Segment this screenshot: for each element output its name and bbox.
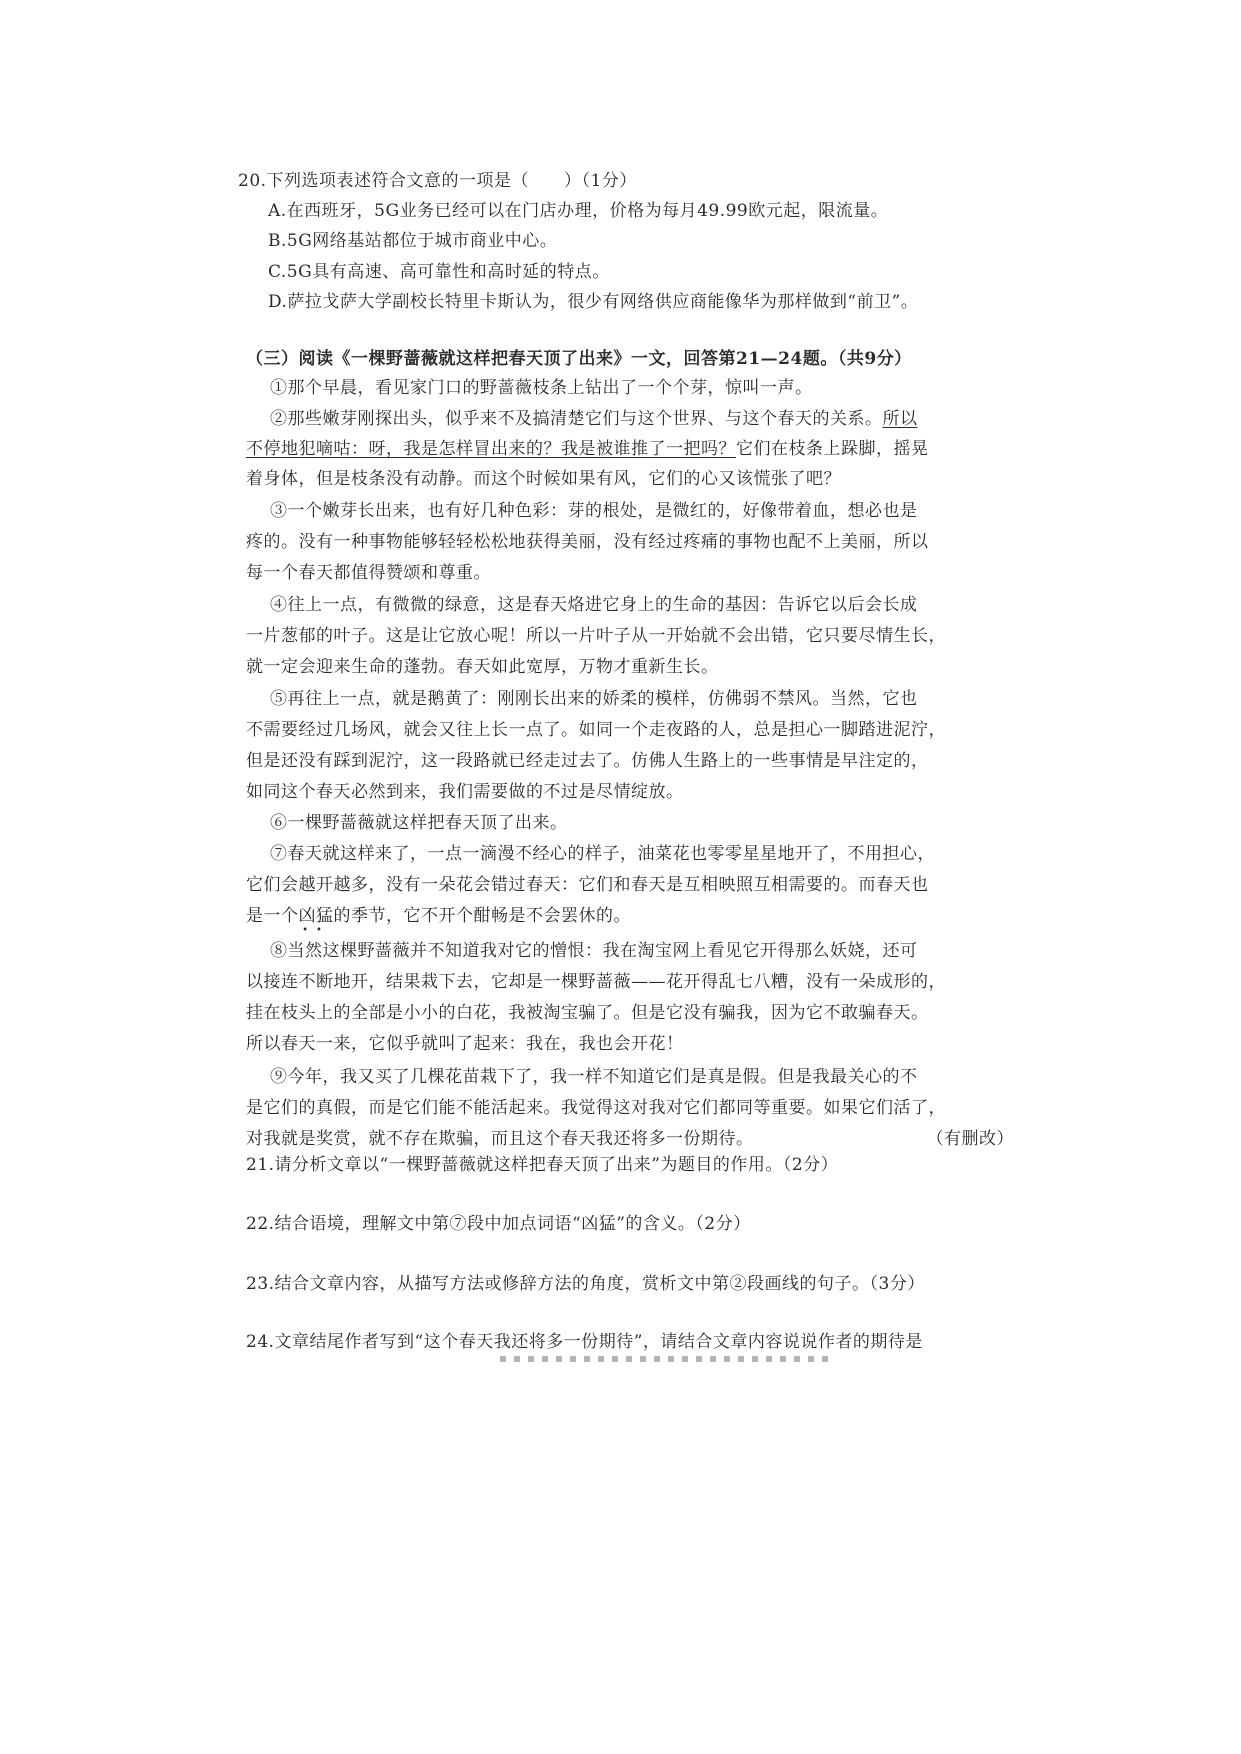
- edit-note: （有删改）: [926, 1129, 1014, 1149]
- cut-off-text-fragment: [500, 1356, 830, 1362]
- paragraph-9-text: 对我就是奖赏，就不存在欺骗，而且这个春天我还将多一份期待。: [246, 1129, 754, 1149]
- question-22: 22.结合语境，理解文中第⑦段中加点词语“凶猛”的含义。（2分）: [246, 1214, 751, 1234]
- passage-paragraph-3-line-3: 每一个春天都值得赞颂和尊重。: [246, 563, 491, 583]
- passage-paragraph-8-line-2: 以接连不断地开，结果栽下去，它却是一棵野蔷薇——花开得乱七八糟，没有一朵成形的，: [246, 972, 946, 992]
- question-20-option-b: B.5G网络基站都位于城市商业中心。: [268, 231, 558, 251]
- question-20-stem: 20.下列选项表述符合文意的一项是（ ）（1分）: [238, 171, 637, 191]
- passage-paragraph-7-line-2: 它们会越开越多，没有一朵花会错过春天：它们和春天是互相映照互相需要的。而春天也: [246, 875, 929, 895]
- passage-paragraph-2-line-3: 着身体，但是枝条没有动静。而这个时候如果有风，它们的心又该慌张了吧？: [246, 469, 841, 489]
- passage-paragraph-4-line-2: 一片葱郁的叶子。这是让它放心呢！所以一片叶子从一开始就不会出错，它只要尽情生长，: [246, 626, 946, 646]
- question-24: 24.文章结尾作者写到“这个春天我还将多一份期待”，请结合文章内容说说作者的期待是: [246, 1332, 923, 1352]
- passage-paragraph-4-line-3: 就一定会迎来生命的蓬勃。春天如此宽厚，万物才重新生长。: [246, 657, 719, 677]
- passage-paragraph-5-line-4: 如同这个春天必然到来，我们需要做的不过是尽情绽放。: [246, 782, 684, 802]
- question-21: 21.请分析文章以“一棵野蔷薇就这样把春天顶了出来”为题目的作用。（2分）: [246, 1155, 839, 1175]
- question-20-option-d: D.萨拉戈萨大学副校长特里卡斯认为，很少有网络供应商能像华为那样做到“前卫”。: [268, 292, 919, 312]
- question-20-option-c: C.5G具有高速、高可靠性和高时延的特点。: [268, 262, 610, 282]
- passage-paragraph-9-line-2: 是它们的真假，而是它们能不能活起来。我觉得这对我对它们都同等重要。如果它们活了，: [246, 1098, 946, 1118]
- passage-paragraph-8-line-4: 所以春天一来，它似乎就叫了起来：我在，我也会开花！: [246, 1034, 684, 1054]
- passage-paragraph-5-line-2: 不需要经过几场风，就会又往上长一点了。如同一个走夜路的人，总是担心一脚踏进泥泞，: [246, 720, 946, 740]
- passage-paragraph-8-line-3: 挂在枝头上的全部是小小的白花，我被淘宝骗了。但是它没有骗我，因为它不敢骗春天。: [246, 1003, 929, 1023]
- passage-paragraph-7-line-1: ⑦春天就这样来了，一点一滴漫不经心的样子，油菜花也零零星星地开了，不用担心，: [270, 844, 935, 864]
- paragraph-2-text: ②那些嫩芽刚探出头，似乎来不及搞清楚它们与这个世界、与这个春天的关系。: [270, 409, 883, 429]
- paragraph-7-text-cont: 的季节，它不开个酣畅是不会罢休的。: [333, 906, 631, 926]
- passage-paragraph-1: ①那个早晨，看见家门口的野蔷薇枝条上钻出了一个个芽，惊叫一声。: [270, 378, 813, 398]
- question-23: 23.结合文章内容，从描写方法或修辞方法的角度，赏析文中第②段画线的句子。（3分）: [246, 1274, 925, 1294]
- passage-paragraph-6: ⑥一棵野蔷薇就这样把春天顶了出来。: [270, 813, 568, 833]
- paragraph-2-text-cont: 它们在枝条上跺脚，摇晃: [736, 439, 929, 459]
- passage-paragraph-2-line-1: [270, 408, 918, 430]
- paragraph-7-text: 是一个: [246, 906, 299, 926]
- passage-paragraph-3-line-1: ③一个嫩芽长出来，也有好几种色彩：芽的根处，是微红的，好像带着血，想必也是: [270, 501, 918, 521]
- passage-paragraph-3-line-2: 疼的。没有一种事物能够轻轻松松地获得美丽，没有经过疼痛的事物也配不上美丽，所以: [246, 532, 929, 552]
- passage-paragraph-4-line-1: ④往上一点，有微微的绿意，这是春天烙进它身上的生命的基因：告诉它以后会长成: [270, 595, 918, 615]
- passage-paragraph-5-line-3: 但是还没有踩到泥泞，这一段路就已经走过去了。仿佛人生路上的一些事情是早注定的，: [246, 751, 929, 771]
- section-3-heading: （三）阅读《一棵野蔷薇就这样把春天顶了出来》一文，回答第21—24题。（共9分）: [246, 349, 912, 369]
- passage-paragraph-9-line-1: ⑨今年，我又买了几棵花苗栽下了，我一样不知道它们是真是假。但是我最关心的不: [270, 1067, 918, 1087]
- passage-paragraph-9-line-3: [246, 1128, 1014, 1150]
- emphasis-dots: ••: [302, 925, 330, 936]
- underlined-sentence: 不停地犯嘀咕：呀，我是怎样冒出来的？我是被谁推了一把吗？: [246, 439, 736, 459]
- passage-paragraph-2-line-2: [246, 438, 929, 460]
- passage-paragraph-7-line-3: [246, 905, 631, 936]
- passage-paragraph-5-line-1: ⑤再往上一点，就是鹅黄了：刚刚长出来的娇柔的模样，仿佛弱不禁风。当然，它也: [270, 689, 918, 709]
- passage-paragraph-8-line-1: ⑧当然这棵野蔷薇并不知道我对它的憎恨：我在淘宝网上看见它开得那么妖娆，还可: [270, 941, 918, 961]
- underlined-sentence-start: 所以: [882, 409, 918, 429]
- emphasized-word-text: 凶猛: [298, 906, 334, 926]
- question-20-option-a: A.在西班牙，5G业务已经可以在门店办理，价格为每月49.99欧元起，限流量。: [268, 201, 889, 221]
- emphasized-word: [298, 905, 334, 936]
